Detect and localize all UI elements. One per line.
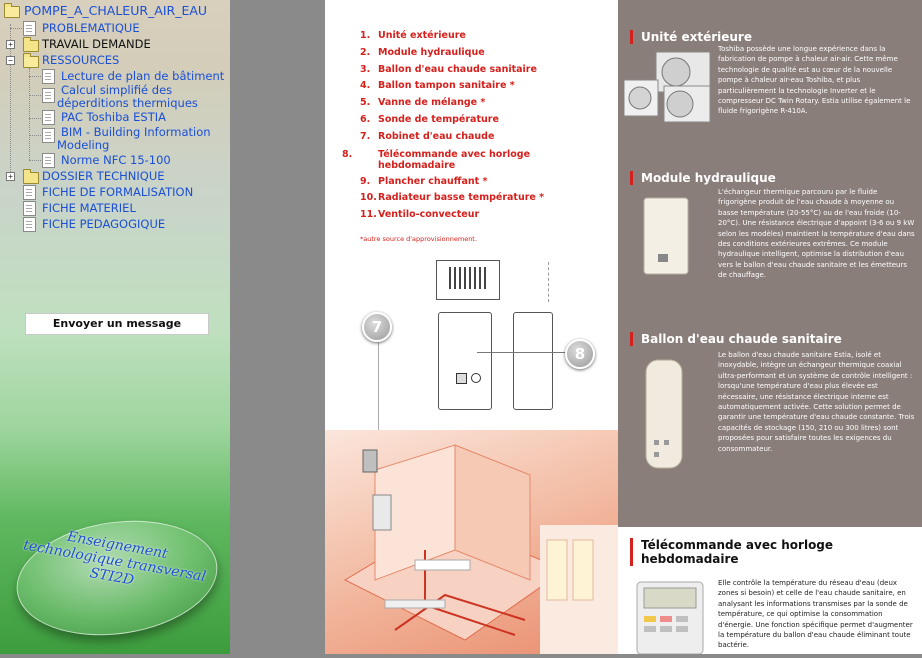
list-item: 5. Vanne de mélange *	[360, 97, 486, 109]
tree-connector	[29, 160, 41, 161]
tree-item-label[interactable]: Norme NFC 15-100	[61, 153, 171, 167]
badge-text: Enseignement technologique transversal STI2D	[22, 528, 208, 589]
page-icon	[42, 69, 55, 84]
folder-open-icon	[4, 6, 20, 18]
outdoor-unit-image	[624, 50, 712, 124]
page-icon	[23, 217, 36, 232]
section-body: Toshiba possède une longue expérience dans la fabrication de pompe à chaleur air-air. Cette même technologie de qualité est au cœur de la nouvelle pompe à chaleur air-eau Toshiba, et plus particulièrement la technologie Inverter et le compresseur DC Twin Rotary. Estia utilise également le fluide frigorigène R-410A.	[718, 45, 911, 116]
section-title: Télécommande avec horloge hebdomadaire	[630, 538, 841, 566]
send-message-button[interactable]: Envoyer un message	[25, 313, 209, 335]
tree-connector	[29, 95, 41, 96]
tree-connector	[29, 68, 30, 160]
section-body: L'échangeur thermique parcouru par le fluide frigorigène produit de l'eau chaude à moyenne ou basse température (20-55°C) ou de l'eau froide (10-20°C). Une résistance électrique d'appoint (3-6 ou 9 kW selon les modèles) maintient la température d'eau dans des conditions extérieures extrêmes. Ce module hydraulique intelligent, optimise la distribution d'eau vers le ballon d'eau chaude sanitaire et les émetteurs de chauffage.	[718, 188, 915, 280]
sti2d-badge	[9, 508, 225, 647]
expand-plus-icon[interactable]: +	[6, 40, 15, 49]
footnote: *autre source d'approvisionnement.	[360, 235, 477, 243]
navigation-sidebar	[0, 0, 230, 654]
drawing-top-view	[436, 260, 500, 300]
dimension-line	[548, 262, 549, 302]
list-item: 1. Unité extérieure	[360, 30, 466, 41]
tree-item-label[interactable]: TRAVAIL DEMANDE	[42, 37, 151, 51]
tree-connector	[10, 28, 24, 29]
section-body: Le ballon d'eau chaude sanitaire Estia, isolé et inoxydable, intègre un échangeur thermique coaxial ultra-performant et un système de contrôle intelligent : lorsqu'une température d'eau plus élevée est nécessaire, une résistance électrique interne est automatiquement activée. Cette solution permet de garantir une température d'eau chaude constante. Trois capacités de stockage (150, 210 ou 300 litres) sont proposées pour satisfaire toutes les exigences du consommateur.	[718, 351, 915, 453]
list-item: 4. Ballon tampon sanitaire *	[360, 80, 515, 92]
section-title: Module hydraulique	[630, 171, 776, 185]
section-body: Elle contrôle la température du réseau d'eau (deux zones si besoin) et celle de l'eau chaude sanitaire, en analysant les informations transmises par la sonde de température, ce qui optimise la consommation d'énergie. Une fonction spécifique permet d'augmenter la température du ballon d'eau chaude éliminant toute bactérie.	[718, 579, 913, 650]
hydraulic-module-image	[640, 196, 692, 276]
drawing-side-view	[513, 312, 553, 410]
section-title: Ballon d'eau chaude sanitaire	[630, 332, 842, 346]
house-cutaway-image	[325, 430, 618, 654]
folder-open-icon	[23, 56, 39, 68]
collapse-minus-icon[interactable]: −	[6, 56, 15, 65]
list-item: 9. Plancher chauffant *	[360, 175, 488, 187]
remote-control-image	[636, 580, 704, 654]
tree-item-label[interactable]: PAC Toshiba ESTIA	[61, 110, 166, 124]
list-item: 7. Robinet d'eau chaude	[360, 130, 495, 142]
tree-connector	[29, 76, 41, 77]
folder-icon	[23, 40, 39, 52]
list-item: 11.Ventilo-convecteur	[360, 209, 480, 221]
page-icon	[23, 201, 36, 216]
list-item: 8. Télécommande avec horloge hebdomadaire	[342, 148, 531, 171]
page-icon	[42, 153, 55, 168]
component-list	[342, 28, 578, 224]
hot-water-tank-image	[642, 356, 686, 474]
tree-item-label[interactable]: RESSOURCES	[42, 53, 120, 67]
tree-item-label[interactable]: DOSSIER TECHNIQUE	[42, 169, 165, 183]
list-item: 6. Sonde de température	[360, 113, 499, 125]
tree-root-label[interactable]: POMPE_A_CHALEUR_AIR_EAU	[24, 3, 208, 18]
callout-8: 8	[565, 339, 595, 369]
page-icon	[42, 110, 55, 125]
callout-7: 7	[362, 312, 392, 342]
tree-item-label[interactable]: Lecture de plan de bâtiment	[61, 69, 225, 83]
tree-connector	[29, 118, 41, 119]
list-item: 10.Radiateur basse température *	[360, 192, 545, 204]
tree-item-label[interactable]: FICHE MATERIEL	[42, 201, 136, 215]
drawing-front-view	[438, 312, 492, 410]
tree-item-label[interactable]: Calcul simplifié des déperditions thermiques	[57, 83, 198, 110]
tree-item-label[interactable]: FICHE PEDAGOGIQUE	[42, 217, 166, 231]
list-item: 2. Module hydraulique	[360, 46, 485, 58]
house-illustration	[325, 430, 618, 654]
tree-item-label[interactable]: PROBLEMATIQUE	[42, 21, 140, 35]
tree-connector	[29, 135, 41, 136]
tree-item-label[interactable]: BIM - Building Information Modeling	[57, 125, 211, 152]
expand-plus-icon[interactable]: +	[6, 172, 15, 181]
page-icon	[42, 88, 55, 103]
page-icon	[23, 185, 36, 200]
list-item: 3. Ballon d'eau chaude sanitaire	[360, 63, 537, 75]
section-title: Unité extérieure	[630, 30, 752, 44]
page-icon	[23, 21, 36, 36]
folder-icon	[23, 172, 39, 184]
callout-line	[477, 352, 567, 353]
page-icon	[42, 128, 55, 143]
tree-item-label[interactable]: FICHE DE FORMALISATION	[42, 185, 194, 199]
